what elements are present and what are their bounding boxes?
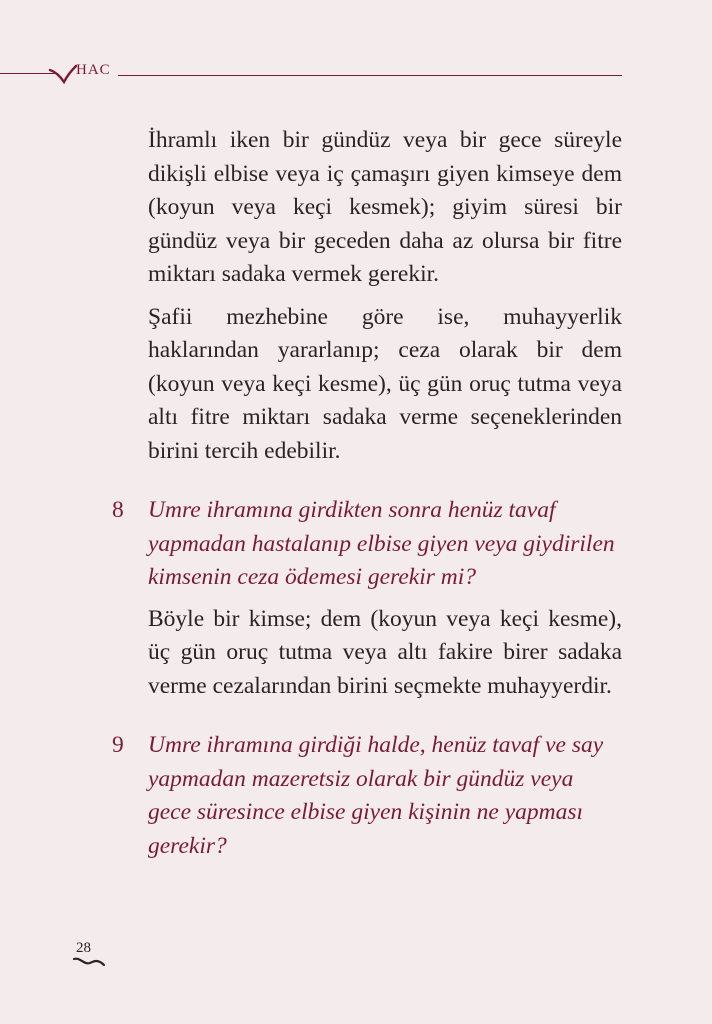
swash-ornament-icon xyxy=(72,955,106,969)
question-8 xyxy=(112,494,622,595)
question-number: 8 xyxy=(112,497,124,523)
running-header xyxy=(0,56,712,86)
swash-ornament-icon xyxy=(48,62,78,84)
answer-paragraph: Böyle bir kimse; dem (koyun veya keçi kesme), üç gün oruç tutma veya altı fakire birer sadaka verme cezalarından birini seçmekte muhayyerdir. xyxy=(148,605,622,699)
question-text: Umre ihramına girdiği halde, henüz tavaf ve say yapmadan mazeretsiz olarak bir gündüz veya gece süresince elbise giyen kişinin ne yapması gerekir? xyxy=(148,732,604,859)
page-content xyxy=(112,124,622,871)
question-number: 9 xyxy=(112,732,124,758)
question-text: Umre ihramına girdikten sonra henüz tavaf yapmadan hastalanıp elbise giyen veya giydirilen kimsenin ceza ödemesi gerekir mi? xyxy=(148,497,615,590)
question-9 xyxy=(112,729,622,863)
page-number: 28 xyxy=(76,940,91,956)
paragraph: İhramlı iken bir gündüz veya bir gece süreyle dikişli elbise veya iç çamaşırı giyen kimseye dem (koyun veya keçi kesmek); giyim süresi bir gündüz veya bir geceden daha az olursa bir fitre miktarı sadaka vermek gerekir. xyxy=(148,127,622,287)
paragraph: Şafii mezhebine göre ise, muhayyerlik haklarından yararlanıp; ceza olarak bir dem (koyun veya keçi kesme), üç gün oruç tutma veya altı fitre miktarı sadaka verme seçeneklerinden birini tercih edebilir. xyxy=(148,303,622,464)
header-rule-right xyxy=(118,75,622,76)
header-title: HAC xyxy=(76,62,111,78)
